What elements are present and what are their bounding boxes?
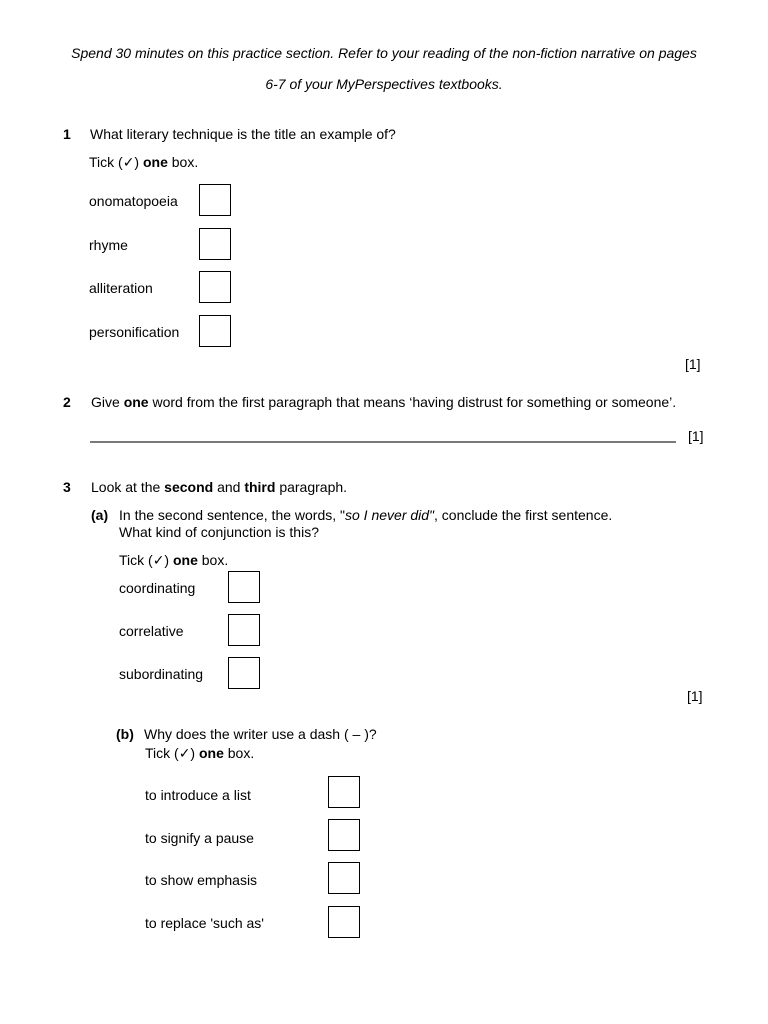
option-label: onomatopoeia <box>89 193 178 209</box>
replace-such-as-checkbox[interactable] <box>328 906 360 938</box>
option-label: to introduce a list <box>145 787 251 803</box>
instructions-line-2: 6-7 of your MyPerspectives textbooks. <box>265 76 503 92</box>
question-2-text: Give one word from the first paragraph that means ‘having distrust for something or someone’. <box>91 394 677 410</box>
part-b-label: (b) <box>116 726 134 742</box>
question-1-text: What literary technique is the title an example of? <box>90 126 396 142</box>
option-label: alliteration <box>89 280 153 296</box>
question-3-number: 3 <box>63 479 71 495</box>
question-3-text: Look at the second and third paragraph. <box>91 479 348 495</box>
option-label: rhyme <box>89 237 128 253</box>
alliteration-checkbox[interactable] <box>199 271 231 303</box>
question-2-marks: [1] <box>688 428 704 444</box>
onomatopoeia-checkbox[interactable] <box>199 184 231 216</box>
show-emphasis-checkbox[interactable] <box>328 862 360 894</box>
part-b-text: Why does the writer use a dash ( – )? <box>144 726 377 742</box>
option-label: correlative <box>119 623 184 639</box>
option-label: subordinating <box>119 666 204 682</box>
part-a-label: (a) <box>91 507 109 523</box>
question-2-number: 2 <box>63 394 71 410</box>
rhyme-checkbox[interactable] <box>199 228 231 260</box>
answer-line[interactable] <box>90 440 676 444</box>
part-b-instruction: Tick (✓) one box. <box>145 745 255 761</box>
part-a-marks: [1] <box>687 688 703 704</box>
option-label: personification <box>89 324 180 340</box>
part-a-instruction: Tick (✓) one box. <box>119 552 229 568</box>
question-1-number: 1 <box>63 126 71 142</box>
option-label: to replace 'such as' <box>145 915 264 931</box>
personification-checkbox[interactable] <box>199 315 231 347</box>
option-label: coordinating <box>119 580 196 596</box>
option-label: to show emphasis <box>145 872 258 888</box>
signify-pause-checkbox[interactable] <box>328 819 360 851</box>
question-1-instruction: Tick (✓) one box. <box>89 154 199 170</box>
option-label: to signify a pause <box>145 830 254 846</box>
correlative-checkbox[interactable] <box>228 614 260 646</box>
subordinating-checkbox[interactable] <box>228 657 260 689</box>
introduce-list-checkbox[interactable] <box>328 776 360 808</box>
instructions-line-1: Spend 30 minutes on this practice section. Refer to your reading of the non-fiction narrative on pages <box>71 45 697 61</box>
question-1-marks: [1] <box>685 356 701 372</box>
part-a-text-line-1: In the second sentence, the words, "so I never did", conclude the first sentence. <box>119 507 613 523</box>
part-a-text-line-2: What kind of conjunction is this? <box>119 524 319 540</box>
coordinating-checkbox[interactable] <box>228 571 260 603</box>
